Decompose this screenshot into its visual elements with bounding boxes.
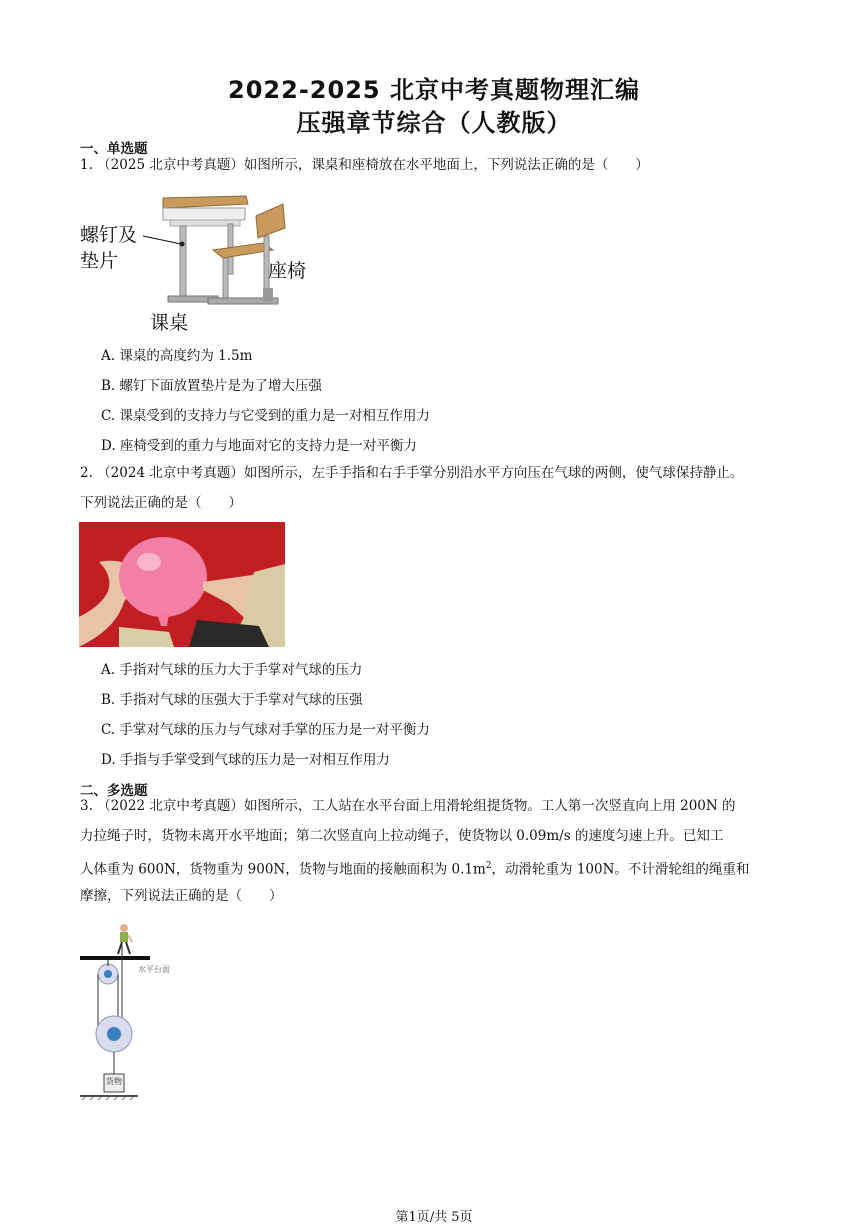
question-2-stem-line1: 2. （2024 北京中考真题）如图所示，左手手指和右手手掌分别沿水平方向压在气球的两侧，使气球保持静止。 (80, 465, 744, 481)
label-cargo: 货物 (106, 1077, 122, 1086)
section-heading-multi-choice: 二、多选题 (80, 783, 148, 799)
section-heading-single-choice: 一、单选题 (80, 141, 148, 157)
label-chair: 座椅 (268, 260, 307, 282)
q2-option-b: B. 手指对气球的压强大于手掌对气球的压强 (101, 692, 363, 708)
q2-option-d: D. 手指与手掌受到气球的压力是一对相互作用力 (101, 752, 390, 768)
question-3-line4: 摩擦，下列说法正确的是（ ） (80, 888, 283, 904)
question-3-line1: 3. （2022 北京中考真题）如图所示，工人站在水平台面上用滑轮组提货物。工人第一次竖直向上用 200N 的 (80, 798, 736, 814)
q2-option-a: A. 手指对气球的压力大于手掌对气球的压力 (101, 662, 363, 678)
label-washer: 垫片 (80, 250, 119, 272)
balloon-photo (79, 522, 285, 647)
q2-option-c: C. 手掌对气球的压力与气球对手掌的压力是一对平衡力 (101, 722, 430, 738)
question-1-stem: 1. （2025 北京中考真题）如图所示，课桌和座椅放在水平地面上，下列说法正确的是（ ） (80, 157, 649, 173)
question-3-line3 (80, 852, 792, 885)
page-footer: 第1页/共 5页 (395, 1210, 473, 1225)
label-desk: 课桌 (150, 312, 189, 334)
superscript-2: 2 (485, 861, 492, 871)
pulley-illustration (78, 922, 198, 1102)
page-subtitle: 压强章节综合（人教版） (296, 109, 572, 137)
q1-option-b: B. 螺钉下面放置垫片是为了增大压强 (101, 378, 323, 394)
question-2-stem-line2: 下列说法正确的是（ ） (80, 495, 242, 511)
q1-option-d: D. 座椅受到的重力与地面对它的支持力是一对平衡力 (101, 438, 417, 454)
q1-option-a: A. 课桌的高度约为 1.5m (101, 348, 253, 364)
page-title: 2022-2025 北京中考真题物理汇编 (228, 76, 640, 104)
question-3-line2: 力拉绳子时，货物未离开水平地面；第二次竖直向上拉动绳子，使货物以 0.09m/s 的速度匀速上升。已知工 (80, 828, 724, 844)
pulley-figure (78, 922, 198, 1102)
q1-option-c: C. 课桌受到的支持力与它受到的重力是一对相互作用力 (101, 408, 430, 424)
question-3-line3-part2: ，动滑轮重为 100N。不计滑轮组的绳重和 (491, 861, 750, 878)
desk-chair-figure (78, 188, 318, 338)
label-screw: 螺钉及 (80, 224, 138, 246)
balloon-illustration (79, 522, 285, 647)
label-platform: 水平台面 (138, 965, 170, 974)
question-3-line3-part1: 人体重为 600N，货物重为 900N，货物与地面的接触面积为 0.1m (80, 861, 486, 878)
